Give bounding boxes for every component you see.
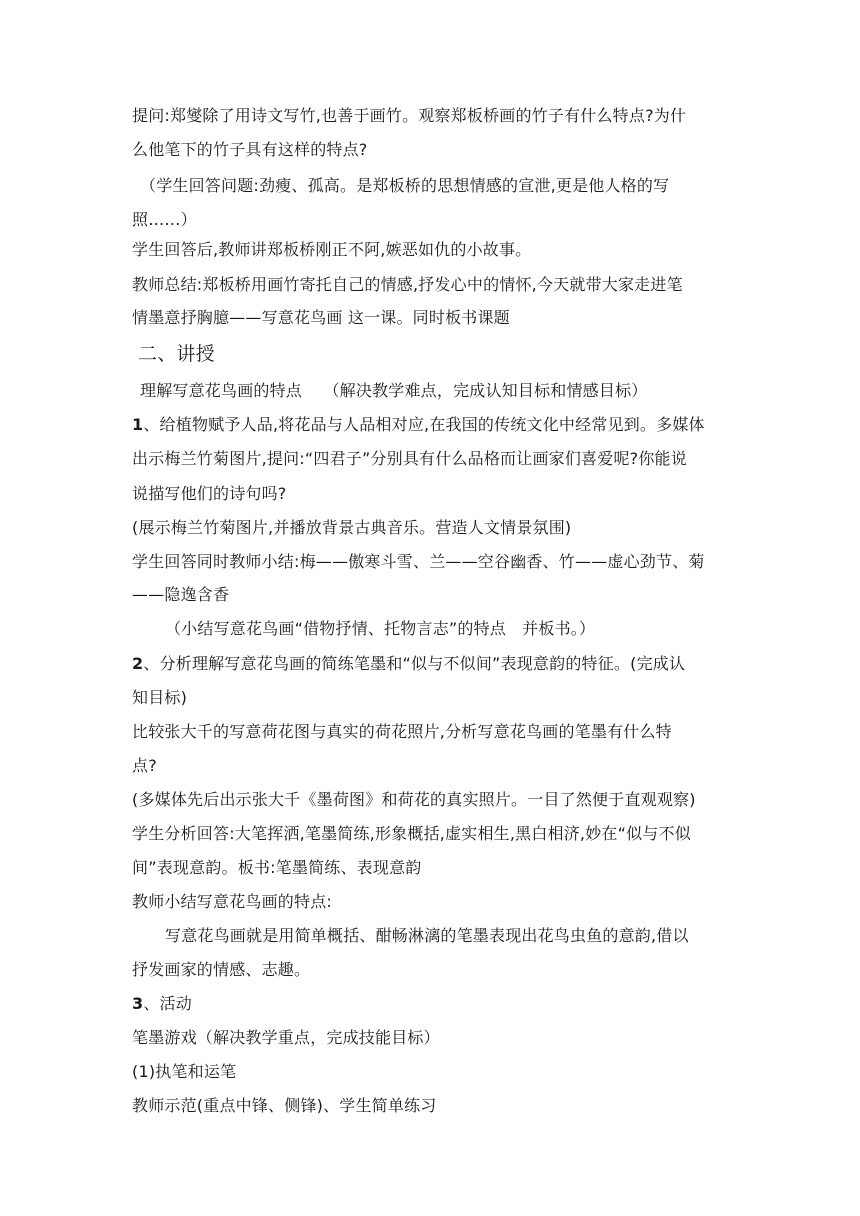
text-line: 抒发画家的情感、志趣。 bbox=[132, 960, 311, 979]
text-line: （小结写意花鸟画“借物抒情、托物言志”的特点 并板书。） bbox=[165, 619, 596, 638]
text-line: 教师示范(重点中锋、侧锋)、学生简单练习 bbox=[132, 1096, 437, 1115]
item-text: 、活动 bbox=[143, 994, 192, 1013]
text-line: 么他笔下的竹子具有这样的特点? bbox=[132, 140, 368, 159]
text-line: (展示梅兰竹菊图片,并播放背景古典音乐。营造人文情景氛围) bbox=[132, 518, 572, 537]
text-line: 情墨意抒胸臆——写意花鸟画 这一课。同时板书课题 bbox=[132, 308, 510, 327]
numbered-item bbox=[132, 654, 685, 674]
text-line: 教师小结写意花鸟画的特点: bbox=[132, 892, 332, 911]
text-line: 说描写他们的诗句吗? bbox=[132, 484, 287, 503]
item-number: 3 bbox=[132, 994, 144, 1013]
text-line: （学生回答问题:劲瘦、孤高。是郑板桥的思想情感的宣泄,更是他人格的写 bbox=[140, 176, 670, 195]
text-line: 间”表现意韵。板书:笔墨简练、表现意韵 bbox=[132, 858, 422, 877]
text-line: 学生回答同时教师小结:梅——傲寒斗雪、兰——空谷幽香、竹——虚心劲节、菊 bbox=[132, 552, 705, 571]
text-line: 教师总结:郑板桥用画竹寄托自己的情感,抒发心中的情怀,今天就带大家走进笔 bbox=[132, 275, 683, 294]
numbered-item bbox=[132, 415, 705, 435]
numbered-item bbox=[132, 994, 192, 1014]
text-line: ——隐逸含香 bbox=[132, 585, 230, 604]
item-text: 、给植物赋予人品,将花品与人品相对应,在我国的传统文化中经常见到。多媒体 bbox=[143, 415, 705, 434]
text-line: 点? bbox=[132, 756, 157, 775]
text-line: 出示梅兰竹菊图片,提问:“四君子”分别具有什么品格而让画家们喜爱呢?你能说 bbox=[132, 449, 687, 468]
item-number: 1 bbox=[132, 415, 144, 434]
text-line: 照……） bbox=[132, 210, 197, 229]
section-heading: 二、讲授 bbox=[138, 343, 215, 365]
text-line: 知目标) bbox=[132, 688, 188, 707]
text-line: 提问:郑燮除了用诗文写竹,也善于画竹。观察郑板桥画的竹子有什么特点?为什 bbox=[132, 106, 687, 125]
text-line: (1)执笔和运笔 bbox=[132, 1062, 237, 1081]
text-line: 写意花鸟画就是用简单概括、酣畅淋漓的笔墨表现出花鸟虫鱼的意韵,借以 bbox=[165, 926, 689, 945]
item-number: 2 bbox=[132, 654, 144, 673]
text-line: (多媒体先后出示张大千《墨荷图》和荷花的真实照片。一目了然便于直观观察) bbox=[132, 790, 696, 809]
text-line: 学生回答后,教师讲郑板桥刚正不阿,嫉恶如仇的小故事。 bbox=[132, 240, 532, 259]
text-line: 比较张大千的写意荷花图与真实的荷花照片,分析写意花鸟画的笔墨有什么特 bbox=[132, 722, 672, 741]
text-line: 笔墨游戏（解决教学重点，完成技能目标） bbox=[132, 1028, 440, 1047]
text-line: 学生分析回答:大笔挥洒,笔墨简练,形象概括,虚实相生,黑白相济,妙在“似与不似 bbox=[132, 824, 691, 843]
item-text: 、分析理解写意花鸟画的简练笔墨和“似与不似间”表现意韵的特征。(完成认 bbox=[143, 654, 686, 673]
subsection-heading: 理解写意花鸟画的特点 （解决教学难点，完成认知目标和情感目标） bbox=[140, 381, 648, 400]
